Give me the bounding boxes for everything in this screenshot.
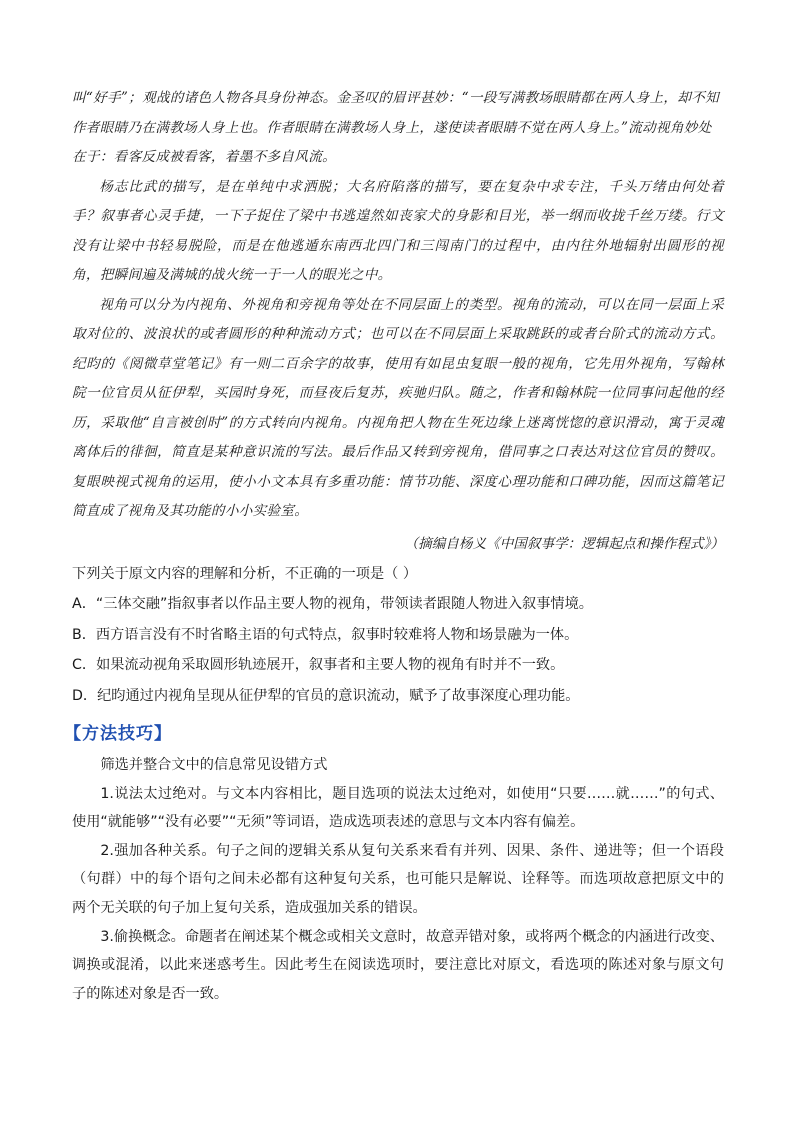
method-tips-heading: 【方法技巧】 xyxy=(64,724,172,744)
passage-paragraph-1 xyxy=(72,84,724,173)
passage-line: 作者眼睛乃在满教场人身上也。作者眼睛在满教场人身上，遂使读者眼睛不觉在两人身上。”流动视角妙处 xyxy=(72,119,712,136)
tip-item-1: 1.说法太过绝对。与文本内容相比，题目选项的说法太过绝对，如使用“只要……就……”的句式、使用“就能够”“没有必要”“无须”等词语，造成选项表述的意思与文本内容有偏差。 xyxy=(72,785,724,831)
passage-line: 叫“好手”；观战的诸色人物各具身份神态。金圣叹的眉评甚妙：“一段写满教场眼睛都在两人身上，却不知 xyxy=(72,90,719,106)
method-tips xyxy=(72,751,724,1008)
option-a: A．“三体交融”指叙事者以作品主要人物的视角，带领读者跟随人物进入叙事情境。 xyxy=(72,596,593,612)
option-c: C．如果流动视角采取圆形轨迹展开，叙事者和主要人物的视角有时并不一致。 xyxy=(72,657,565,673)
question-block xyxy=(72,559,724,712)
option-b: B．西方语言没有不时省略主语的句式特点，叙事时较难将人物和场景融为一体。 xyxy=(72,626,579,643)
option-d: D．纪昀通过内视角呈现从征伊犁的官员的意识流动，赋予了故事深度心理功能。 xyxy=(72,687,580,704)
passage-paragraph-3: 视角可以分为内视角、外视角和旁视角等处在不同层面上的类型。视角的流动，可以在同一层面上采取对位的、波浪状的或者圆形的种种流动方式；也可以在不同层面上采取跳跃的或者台阶式的流动方式。纪昀的《阅微草堂笔记》有一则二百余字的故事，使用有如昆虫复眼一般的视角，它先用外视角，写翰林院一位官员从征伊犁，买园时身死，而昼夜后复苏，疾驰归队。随之，作者和翰林院一位同事问起他的经历，采取他“自言被创时”的方式转向内视角。内视角把人物在生死边缘上迷离恍惚的意识滑动，寓于灵魂离体后的徘徊，简直是某种意识流的写法。最后作品又转到旁视角，借同事之口表达对这位官员的赞叹。复眼映视式视角的运用，使小小文本具有多重功能：情节功能、深度心理功能和口碑功能，因而这篇笔记简直成了视角及其功能的小小实验室。 xyxy=(72,296,724,519)
tips-intro: 筛选并整合文中的信息常见设错方式 xyxy=(100,757,328,773)
passage-line: 在于：看客反成被看客，着墨不多自风流。 xyxy=(72,149,336,165)
question-stem: 下列关于原文内容的理解和分析，不正确的一项是（ ） xyxy=(72,565,418,582)
passage-paragraph-2: 杨志比武的描写，是在单纯中求洒脱；大名府陷落的描写，要在复杂中求专注，千头万绪由何处着手？叙事者心灵手捷，一下子捉住了梁中书逃遑然如丧家犬的身影和目光，举一纲而收拢千丝万缕。行文没有让梁中书轻易脱险，而是在他逃遁东南西北四门和三闯南门的过程中，由内往外地辐射出圆形的视角，把瞬间遍及满城的战火统一于一人的眼光之中。 xyxy=(72,178,724,283)
source-citation: （摘编自杨义《中国叙事学：逻辑起点和操作程式》） xyxy=(404,535,724,552)
tip-item-3: 3.偷换概念。命题者在阐述某个概念或相关文意时，故意弄错对象，或将两个概念的内涵进行改变、调换或混淆，以此来迷惑考生。因此考生在阅读选项时，要注意比对原文，看选项的陈述对象与原文句子的陈述对象是否一致。 xyxy=(72,928,724,1002)
passage xyxy=(72,84,724,527)
document-page xyxy=(64,84,724,1008)
tip-item-2: 2.强加各种关系。句子之间的逻辑关系从复句关系来看有并列、因果、条件、递进等；但一个语段（句群）中的每个语句之间未必都有这种复句关系，也可能只是解说、诠释等。而选项故意把原文中的两个无关联的句子加上复句关系，造成强加关系的错误。 xyxy=(72,842,724,916)
